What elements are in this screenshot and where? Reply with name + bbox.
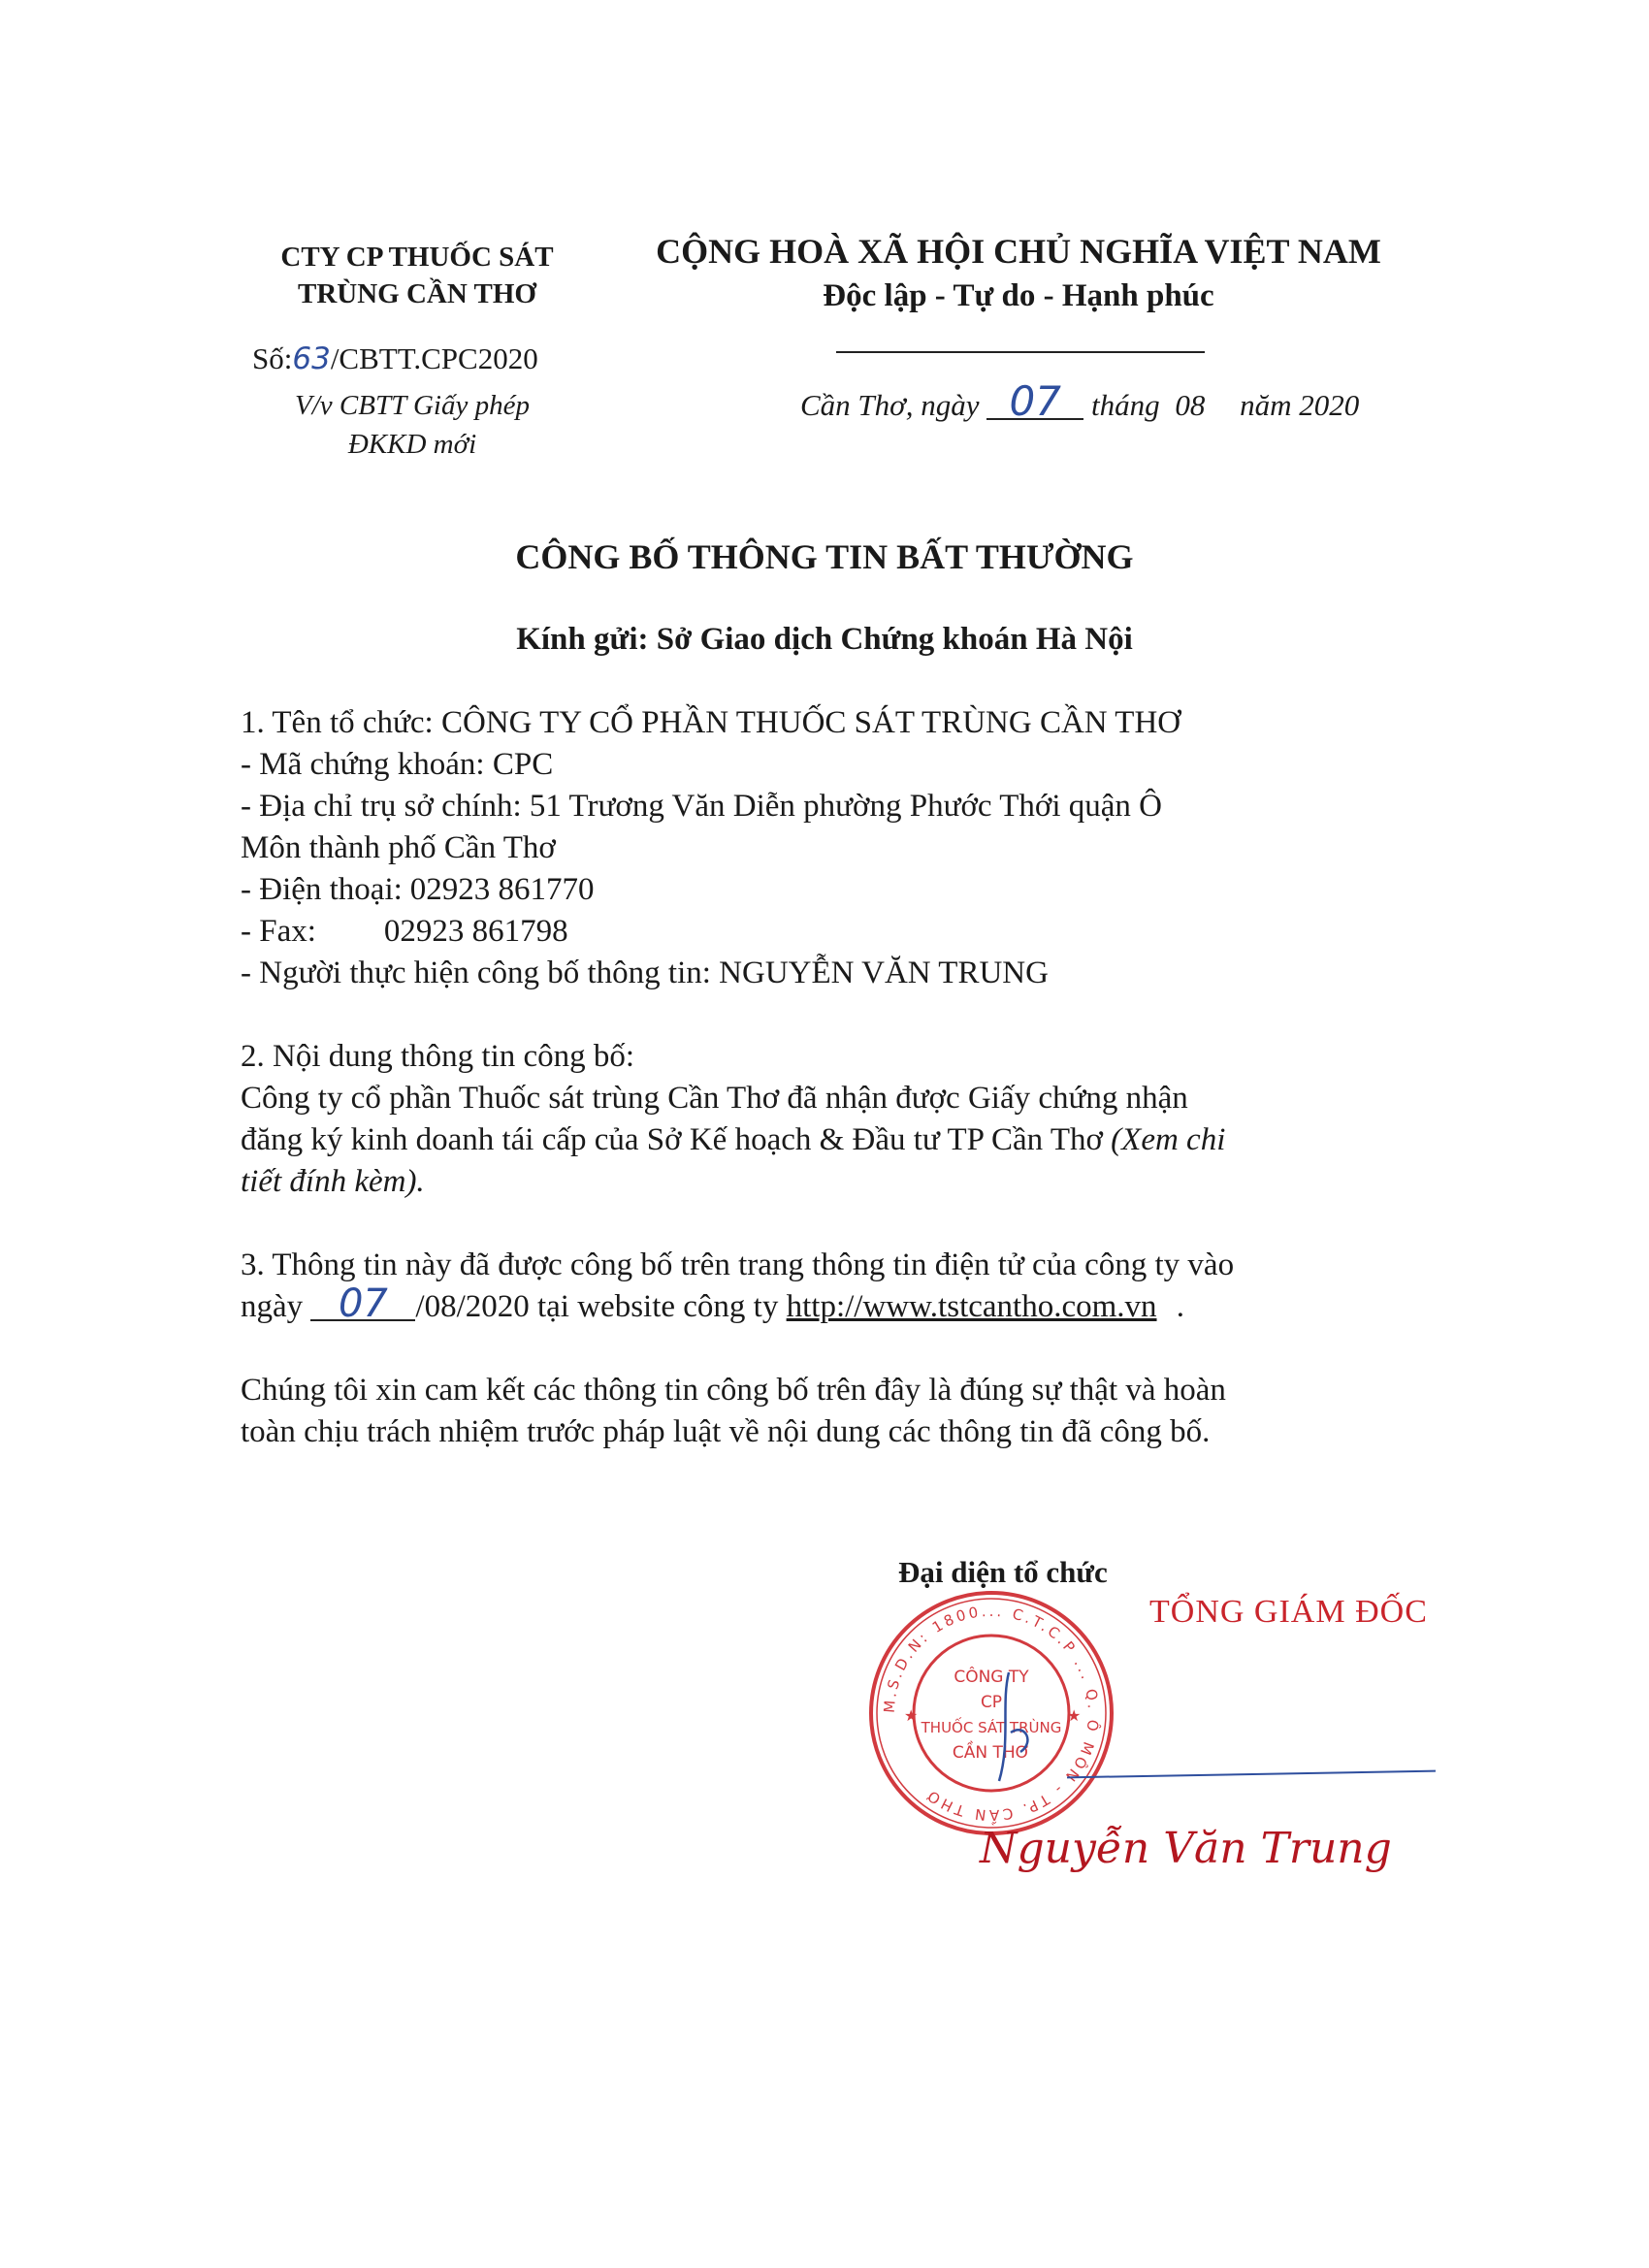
signer-name: Nguyễn Văn Trung [980,1824,1392,1873]
fax-row [241,911,1424,953]
ref-suffix: /CBTT.CPC2020 [330,341,538,375]
stamp-line2: CP [980,1693,1003,1712]
section3-day-handwritten: 07 [310,1288,415,1321]
stamp-line3: THUỐC SÁT TRÙNG [921,1719,1062,1736]
date-prefix: Cần Thơ, ngày [800,388,980,422]
svg-text:★: ★ [1067,1706,1082,1725]
stamp-line1: CÔNG TY [954,1668,1029,1687]
date-month-label: tháng [1090,388,1160,422]
stamp-line4: CẦN THƠ [952,1743,1031,1763]
section2-line2-text: đăng ký kinh doanh tái cấp của Sở Kế hoạch & Đầu tư TP Cần Thơ [241,1122,1112,1157]
section3-line1: 3. Thông tin này đã được công bố trên trang thông tin điện tử của công ty vào [241,1247,1235,1282]
org-name-line1: CTY CP THUỐC SÁT [280,242,554,273]
org-full-name: 1. Tên tổ chức: CÔNG TY CỔ PHẦN THUỐC SÁT TRÙNG CẦN THƠ [241,705,1181,740]
fax-value: 02923 861798 [383,914,568,949]
address-line2: Môn thành phố Cần Thơ [241,830,556,865]
ref-number-handwritten: 63 [292,341,331,376]
date-year-label: năm [1240,388,1292,422]
document-body [241,702,1424,1453]
section3-period: . [1176,1289,1185,1324]
section3-line2 [241,1281,1424,1328]
signature-heading: Đại diện tổ chức [898,1555,1108,1589]
discloser-line: - Người thực hiện công bố thông tin: NGUYỄN VĂN TRUNG [241,956,1049,990]
motto-underline [836,351,1205,353]
phone-label: - Điện thoại: [241,872,403,907]
signature-line [1067,1770,1436,1779]
stamp-ring-text: M.S.D.N: 1800... C.T.C.P ... Q. Ô MÔN - TP. CẦN THƠ [880,1602,1103,1825]
director-title: TỔNG GIÁM ĐỐC [1149,1594,1428,1630]
section3-date-suffix: /08/2020 tại website công ty [415,1289,779,1324]
website-link[interactable]: http://www.tstcantho.com.vn [786,1289,1157,1324]
date-day-handwritten: 07 [986,385,1083,420]
svg-text:★: ★ [904,1706,919,1725]
reference-number [252,341,538,376]
subject-line1: V/v CBTT Giấy phép [295,390,530,421]
stock-code: - Mã chứng khoán: CPC [241,747,554,782]
subject-line2: ĐKKD mới [347,429,477,460]
company-stamp [865,1587,1117,1839]
phone-value: 02923 861770 [409,872,595,907]
section3-date-prefix: ngày [241,1289,304,1324]
commitment-line1: Chúng tôi xin cam kết các thông tin công bố trên đây là đúng sự thật và hoàn [241,1373,1226,1408]
section2-line2-italic: (Xem chi [1111,1122,1226,1157]
date-month: 08 [1175,388,1206,422]
section2-heading: 2. Nội dung thông tin công bố: [241,1039,635,1074]
recipient-line: Kính gửi: Sở Giao dịch Chứng khoán Hà Nội [516,622,1133,657]
ref-prefix: Số: [252,341,293,375]
date-year: 2020 [1299,388,1360,422]
fax-label: - Fax: [241,914,316,949]
section2-line3: tiết đính kèm). [241,1164,425,1199]
document-title: CÔNG BỐ THÔNG TIN BẤT THƯỜNG [515,537,1134,576]
section2-line1: Công ty cổ phần Thuốc sát trùng Cần Thơ đã nhận được Giấy chứng nhận [241,1081,1188,1116]
country-name: CỘNG HOÀ XÃ HỘI CHỦ NGHĨA VIỆT NAM [656,232,1381,271]
section2-line2 [241,1119,1424,1161]
commitment-line2: toàn chịu trách nhiệm trước pháp luật về nội dung các thông tin đã công bố. [241,1414,1211,1449]
org-name-line2: TRÙNG CẦN THƠ [298,278,536,309]
issue-date [800,377,1360,425]
national-motto: Độc lập - Tự do - Hạnh phúc [823,278,1214,313]
address-line1: - Địa chỉ trụ sở chính: 51 Trương Văn Diễn phường Phước Thới quận Ô [241,789,1162,824]
phone-row [241,869,1424,911]
